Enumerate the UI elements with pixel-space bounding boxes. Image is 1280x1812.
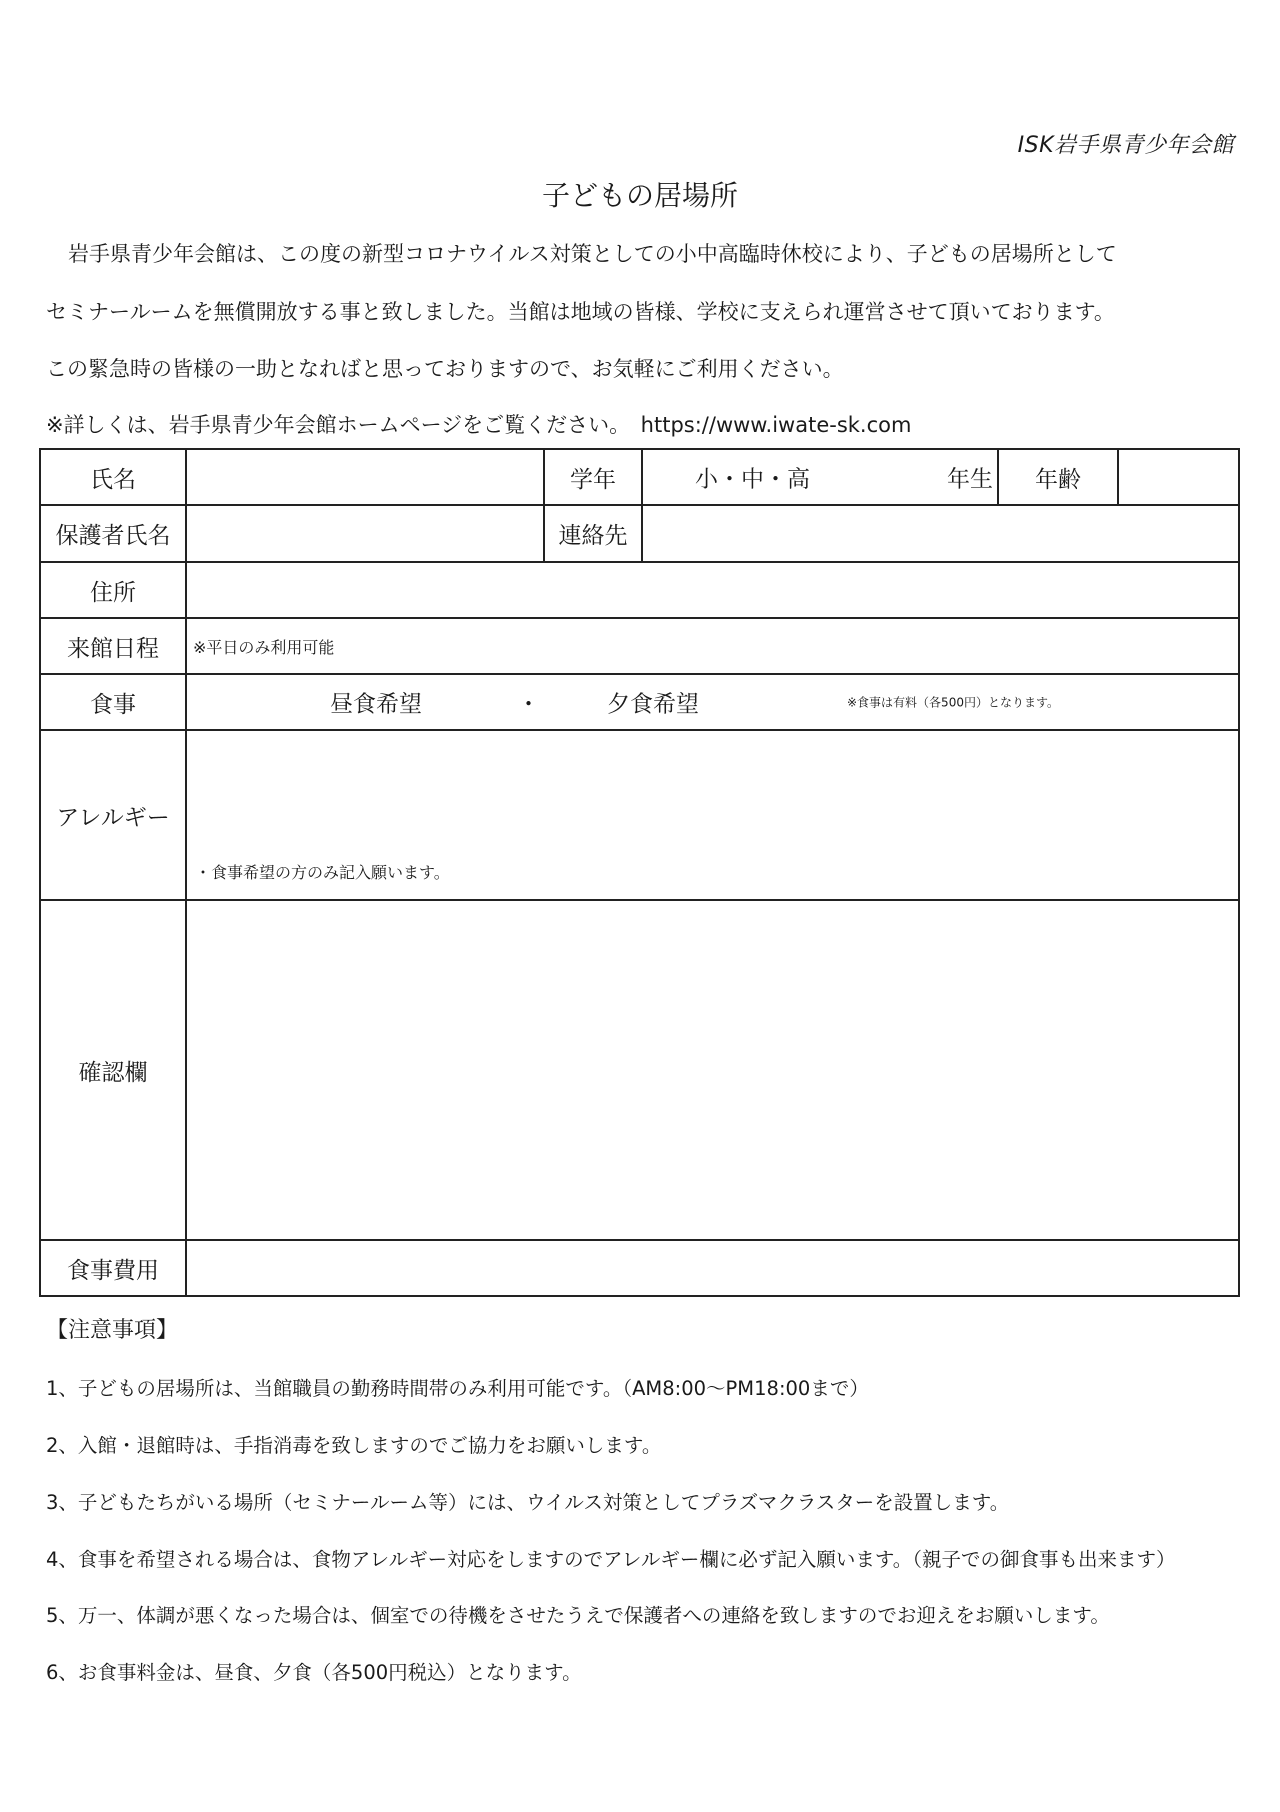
intro-line-1: 岩手県青少年会館は、この度の新型コロナウイルス対策としての小中高臨時休校により、子どもの居場所として bbox=[68, 242, 1117, 266]
meal-separator: ・ bbox=[517, 691, 540, 718]
age-label: 年齢 bbox=[998, 449, 1118, 505]
registration-form bbox=[39, 448, 1240, 1297]
meal-label: 食事 bbox=[40, 674, 186, 730]
visit-note: ※平日のみ利用可能 bbox=[193, 637, 335, 657]
note-item-2: 2、入館・退館時は、手指消毒を致しますのでご協力をお願いします。 bbox=[46, 1434, 662, 1457]
contact-field[interactable] bbox=[642, 505, 1239, 562]
grade-options: 小・中・高 bbox=[695, 466, 810, 493]
grade-suffix: 年生 bbox=[947, 466, 993, 493]
note-item-5: 5、万一、体調が悪くなった場合は、個室での待機をさせたうえで保護者への連絡を致しますのでお迎えをお願いします。 bbox=[46, 1604, 1110, 1627]
note-item-3: 3、子どもたちがいる場所（セミナールーム等）には、ウイルス対策としてプラズマクラスターを設置します。 bbox=[46, 1491, 1010, 1514]
grade-label: 学年 bbox=[544, 449, 642, 505]
visit-label: 来館日程 bbox=[40, 618, 186, 674]
confirm-field[interactable] bbox=[186, 900, 1239, 1240]
name-label: 氏名 bbox=[40, 449, 186, 505]
meal-dinner-option[interactable]: 夕食希望 bbox=[607, 691, 699, 718]
allergy-field[interactable] bbox=[186, 730, 1239, 900]
grade-field[interactable] bbox=[642, 449, 998, 505]
visit-field[interactable] bbox=[186, 618, 1239, 674]
guardian-label: 保護者氏名 bbox=[40, 505, 186, 562]
notes-heading: 【注意事項】 bbox=[46, 1318, 179, 1343]
note-item-4: 4、食事を希望される場合は、食物アレルギー対応をしますのでアレルギー欄に必ず記入願います。（親子での御食事も出来ます） bbox=[46, 1548, 1176, 1571]
intro-line-4: ※詳しくは、岩手県青少年会館ホームページをご覧ください。 https://www.iwate-sk.com bbox=[46, 413, 912, 437]
organization-name: ISK岩手県青少年会館 bbox=[1017, 133, 1234, 158]
allergy-note: ・食事希望の方のみ記入願います。 bbox=[195, 863, 450, 882]
guardian-field[interactable] bbox=[186, 505, 544, 562]
note-item-6: 6、お食事料金は、昼食、夕食（各500円税込）となります。 bbox=[46, 1661, 582, 1684]
intro-line-3: この緊急時の皆様の一助となればと思っておりますので、お気軽にご利用ください。 bbox=[46, 357, 844, 381]
address-label: 住所 bbox=[40, 562, 186, 618]
meal-note: ※食事は有料（各500円）となります。 bbox=[847, 695, 1060, 710]
confirm-label: 確認欄 bbox=[40, 900, 186, 1240]
contact-label: 連絡先 bbox=[544, 505, 642, 562]
name-field[interactable] bbox=[186, 449, 544, 505]
allergy-label: アレルギー bbox=[40, 730, 186, 900]
age-field[interactable] bbox=[1118, 449, 1239, 505]
address-field[interactable] bbox=[186, 562, 1239, 618]
intro-line-2: セミナールームを無償開放する事と致しました。当館は地域の皆様、学校に支えられ運営させて頂いております。 bbox=[46, 300, 1115, 324]
note-item-1: 1、子どもの居場所は、当館職員の勤務時間帯のみ利用可能です。（AM8:00～PM18:00まで） bbox=[46, 1377, 869, 1400]
meal-field[interactable] bbox=[186, 674, 1239, 730]
meal-fee-field[interactable] bbox=[186, 1240, 1239, 1296]
meal-lunch-option[interactable]: 昼食希望 bbox=[330, 691, 422, 718]
page-title: 子どもの居場所 bbox=[541, 179, 738, 212]
meal-fee-label: 食事費用 bbox=[40, 1240, 186, 1296]
